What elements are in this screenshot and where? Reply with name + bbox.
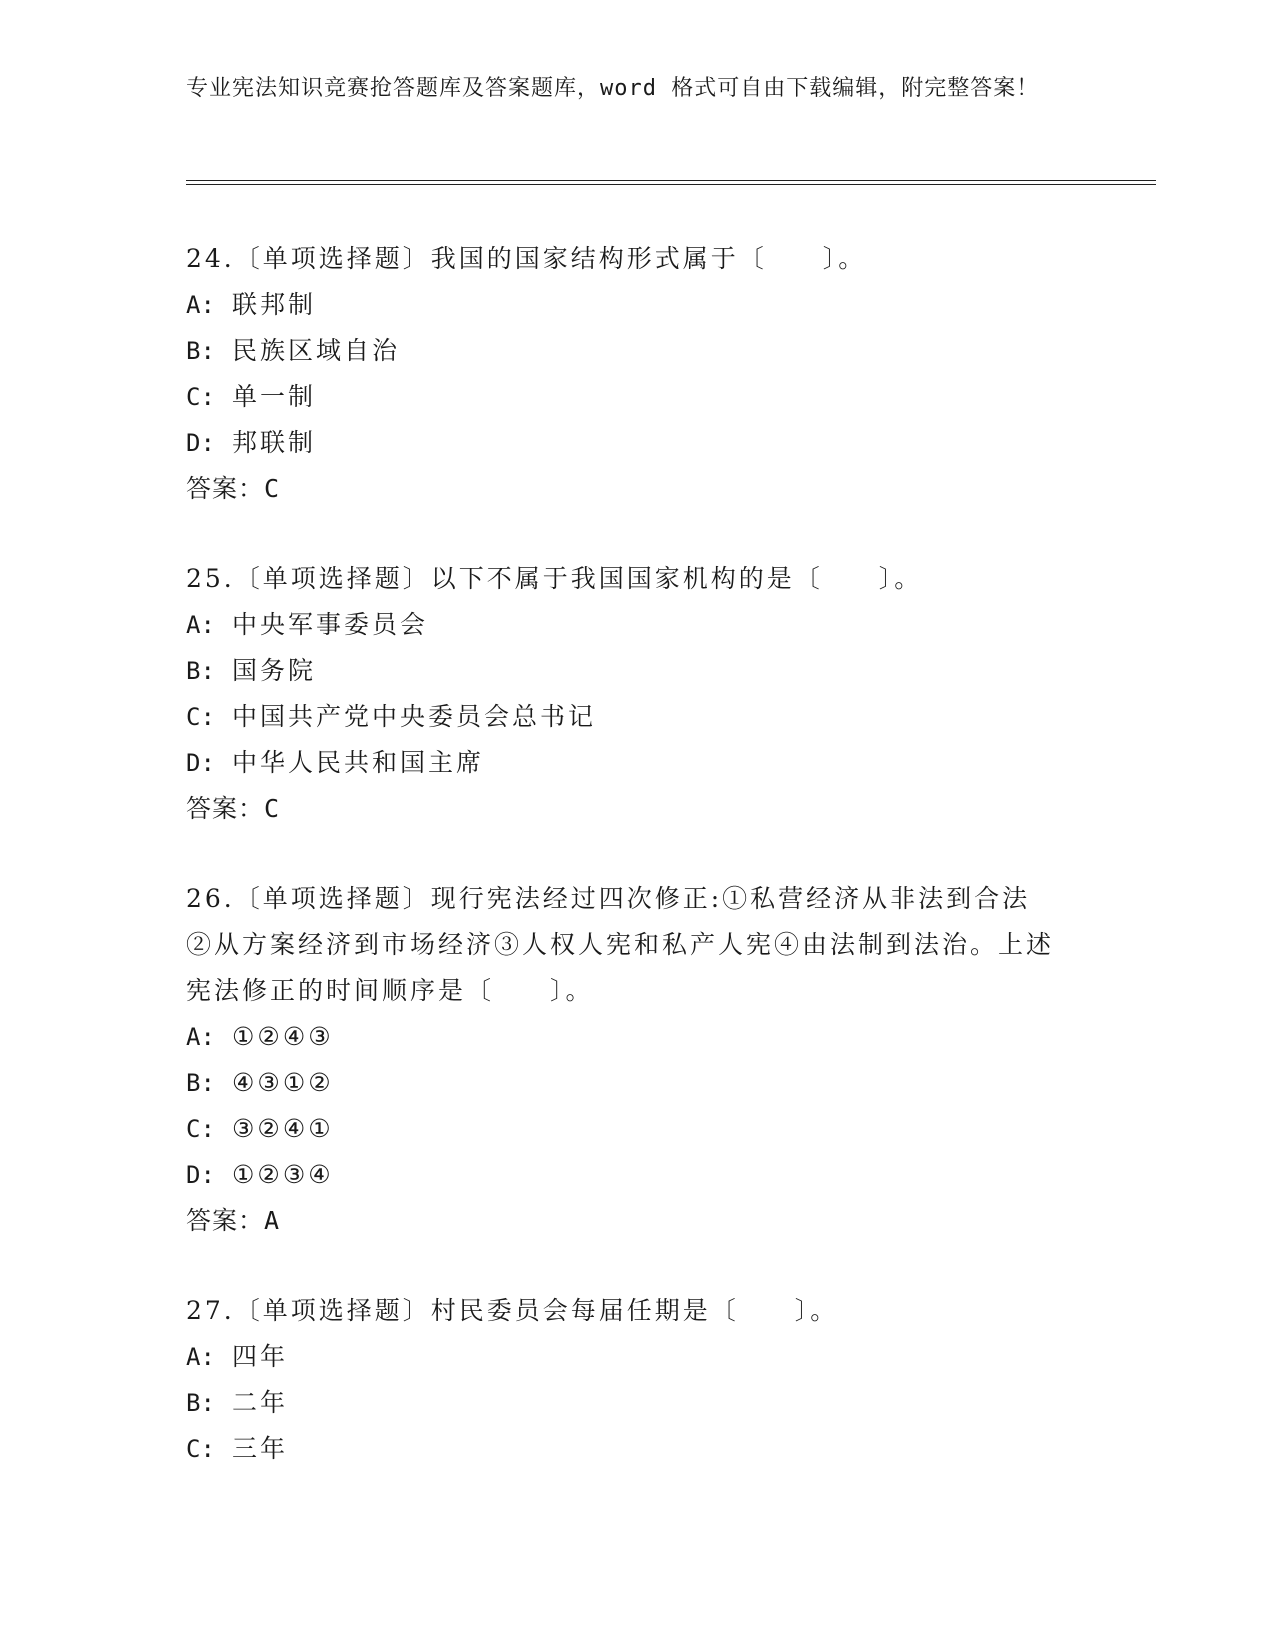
question-27 bbox=[186, 1288, 1056, 1472]
option-text: 中国共产党中央委员会总书记 bbox=[232, 702, 597, 731]
question-stem: 25.〔单项选择题〕以下不属于我国国家机构的是〔 〕。 bbox=[186, 564, 923, 593]
option-letter: A: bbox=[186, 1023, 215, 1051]
question-stem: 26.〔单项选择题〕现行宪法经过四次修正:①私营经济从非法到合法②从方案经济到市场经济③人权人宪和私产人宪④由法制到法治。上述宪法修正的时间顺序是〔 〕。 bbox=[186, 884, 1055, 1005]
option-letter: A: bbox=[186, 291, 215, 319]
option-text: 二年 bbox=[232, 1388, 289, 1417]
answer-value: C bbox=[264, 794, 281, 823]
option-text: 国务院 bbox=[232, 656, 317, 685]
option-letter: A: bbox=[186, 611, 215, 639]
option-b bbox=[186, 328, 1056, 374]
option-b bbox=[186, 1380, 1056, 1426]
option-a bbox=[186, 602, 1056, 648]
option-c bbox=[186, 374, 1056, 420]
option-letter: D: bbox=[186, 749, 215, 777]
option-d bbox=[186, 1152, 1056, 1198]
option-text: 四年 bbox=[232, 1342, 289, 1371]
option-letter: B: bbox=[186, 1389, 215, 1417]
option-letter: B: bbox=[186, 337, 215, 365]
question-24 bbox=[186, 236, 1056, 512]
option-letter: D: bbox=[186, 429, 215, 457]
question-26 bbox=[186, 876, 1056, 1244]
option-letter: D: bbox=[186, 1161, 215, 1189]
option-c bbox=[186, 1426, 1056, 1472]
option-letter: A: bbox=[186, 1343, 215, 1371]
option-letter: B: bbox=[186, 1069, 215, 1097]
answer-label: 答案： bbox=[186, 474, 265, 503]
answer-line bbox=[186, 786, 1056, 832]
option-text: 中华人民共和国主席 bbox=[232, 748, 485, 777]
answer-label: 答案： bbox=[186, 794, 265, 823]
answer-line bbox=[186, 1198, 1056, 1244]
question-stem: 24.〔单项选择题〕我国的国家结构形式属于〔 〕。 bbox=[186, 244, 867, 273]
option-text: ①②④③ bbox=[232, 1022, 334, 1051]
option-a bbox=[186, 282, 1056, 328]
answer-line bbox=[186, 466, 1056, 512]
option-a bbox=[186, 1014, 1056, 1060]
option-d bbox=[186, 740, 1056, 786]
answer-value: C bbox=[264, 474, 281, 503]
option-text: 联邦制 bbox=[232, 290, 317, 319]
option-b bbox=[186, 648, 1056, 694]
option-letter: C: bbox=[186, 703, 215, 731]
option-text: 三年 bbox=[232, 1434, 289, 1463]
question-25 bbox=[186, 556, 1056, 832]
option-c bbox=[186, 694, 1056, 740]
option-b bbox=[186, 1060, 1056, 1106]
option-text: ①②③④ bbox=[232, 1160, 334, 1189]
option-letter: B: bbox=[186, 657, 215, 685]
option-text: 民族区域自治 bbox=[232, 336, 401, 365]
option-c bbox=[186, 1106, 1056, 1152]
option-text: 邦联制 bbox=[232, 428, 317, 457]
option-letter: C: bbox=[186, 1115, 215, 1143]
option-a bbox=[186, 1334, 1056, 1380]
question-stem: 27.〔单项选择题〕村民委员会每届任期是〔 〕。 bbox=[186, 1296, 839, 1325]
header-divider bbox=[186, 180, 1156, 185]
option-text: ③②④① bbox=[232, 1114, 334, 1143]
option-letter: C: bbox=[186, 383, 215, 411]
option-d bbox=[186, 420, 1056, 466]
answer-value: A bbox=[264, 1206, 281, 1235]
option-text: 中央军事委员会 bbox=[232, 610, 429, 639]
option-letter: C: bbox=[186, 1435, 215, 1463]
option-text: 单一制 bbox=[232, 382, 317, 411]
answer-label: 答案： bbox=[186, 1206, 265, 1235]
option-text: ④③①② bbox=[232, 1068, 334, 1097]
document-header: 专业宪法知识竞赛抢答题库及答案题库，word 格式可自由下载编辑，附完整答案！ bbox=[186, 76, 1040, 101]
